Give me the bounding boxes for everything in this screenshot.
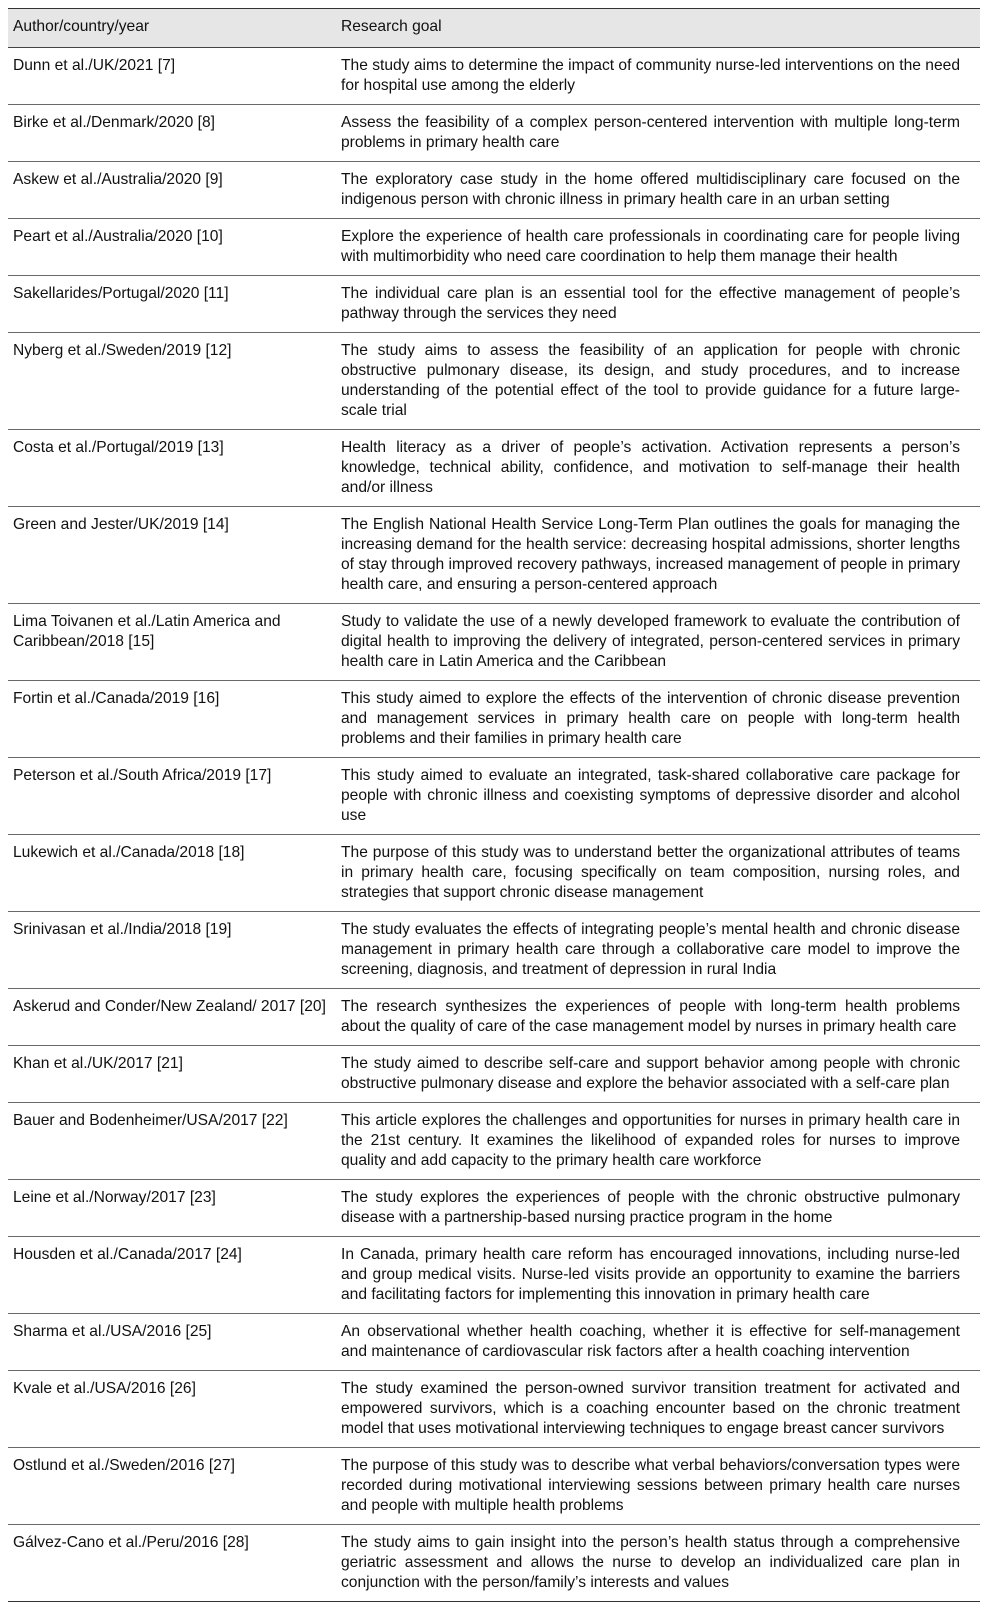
table-row xyxy=(8,430,980,507)
author-cell: Green and Jester/UK/2019 [14] xyxy=(13,516,229,533)
research-goal-cell: The purpose of this study was to describe what verbal behaviors/conversation types were recorded during motivational interviewing sessions between primary health care nurses and people with multiple health problems xyxy=(341,1457,960,1514)
research-goal-cell: This study aimed to evaluate an integrated, task-shared collaborative care package for people with chronic illness and coexisting symptoms of depressive disorder and alcohol use xyxy=(341,767,960,824)
research-goal-cell: This study aimed to explore the effects of the intervention of chronic disease prevention and management services in primary health care on people with long-term health problems and their families in primary health care xyxy=(341,690,960,747)
column-header-research-goal: Research goal xyxy=(335,9,980,48)
research-goal-cell: The study aimed to describe self-care and support behavior among people with chronic obstructive pulmonary disease and explore the behavior associated with a self-care plan xyxy=(341,1055,960,1092)
author-cell: Gálvez-Cano et al./Peru/2016 [28] xyxy=(13,1534,249,1551)
table-row xyxy=(8,105,980,162)
table-row xyxy=(8,1448,980,1525)
table-row xyxy=(8,48,980,105)
research-goal-cell: The English National Health Service Long-Term Plan outlines the goals for managing the increasing demand for the health service: decreasing hospital admissions, shorter lengths of stay through improved recovery pathways, increased management of people in primary health care, and ensuring a person-centered approach xyxy=(341,516,960,593)
table-header xyxy=(8,9,980,48)
research-goal-cell: The research synthesizes the experiences of people with long-term health problems about the quality of care of the case management model by nurses in primary health care xyxy=(341,998,960,1035)
author-cell: Kvale et al./USA/2016 [26] xyxy=(13,1380,196,1397)
author-cell: Dunn et al./UK/2021 [7] xyxy=(13,57,176,74)
author-cell: Housden et al./Canada/2017 [24] xyxy=(13,1246,242,1263)
table-row xyxy=(8,1046,980,1103)
table-row xyxy=(8,989,980,1046)
research-goal-cell: The study aims to assess the feasibility of an application for people with chronic obstructive pulmonary disease, its design, and study procedures, and to increase understanding of the potential effect of the tool to provide guidance for a future large-scale trial xyxy=(341,342,960,419)
table-row xyxy=(8,1525,980,1602)
table-row xyxy=(8,604,980,681)
table-row xyxy=(8,276,980,333)
author-cell: Nyberg et al./Sweden/2019 [12] xyxy=(13,342,232,359)
author-cell: Askerud and Conder/New Zealand/ 2017 [20] xyxy=(13,998,326,1015)
author-cell: Fortin et al./Canada/2019 [16] xyxy=(13,690,220,707)
research-goal-cell: The study aims to determine the impact of community nurse-led interventions on the need for hospital use among the elderly xyxy=(341,57,960,94)
research-goal-cell: The study examined the person-owned survivor transition treatment for activated and empowered survivors, which is a coaching encounter based on the chronic treatment model that uses motivational interviewing techniques to engage breast cancer survivors xyxy=(341,1380,960,1437)
table-row xyxy=(8,1103,980,1180)
author-cell: Sakellarides/Portugal/2020 [11] xyxy=(13,285,229,302)
research-goal-cell: The study aims to gain insight into the person’s health status through a comprehensive geriatric assessment and allows the nurse to develop an individualized care plan in conjunction with the person/family’s interests and values xyxy=(341,1534,960,1591)
table-row xyxy=(8,912,980,989)
table-row xyxy=(8,333,980,430)
table-body xyxy=(8,48,980,1602)
table-row xyxy=(8,758,980,835)
research-goal-cell: The exploratory case study in the home offered multidisciplinary care focused on the indigenous person with chronic illness in primary health care in an urban setting xyxy=(341,171,960,208)
author-cell: Peart et al./Australia/2020 [10] xyxy=(13,228,223,245)
table-row xyxy=(8,1314,980,1371)
author-cell: Peterson et al./South Africa/2019 [17] xyxy=(13,767,272,784)
research-goal-cell: Explore the experience of health care professionals in coordinating care for people living with multimorbidity who need care coordination to help them manage their health xyxy=(341,228,960,265)
research-goal-cell: The study explores the experiences of people with the chronic obstructive pulmonary disease with a partnership-based nursing practice program in the home xyxy=(341,1189,960,1226)
research-goal-cell: Health literacy as a driver of people’s activation. Activation represents a person’s knowledge, technical ability, confidence, and motivation to self-manage their health and/or illness xyxy=(341,439,960,496)
author-cell: Costa et al./Portugal/2019 [13] xyxy=(13,439,224,456)
table-row xyxy=(8,1371,980,1448)
table-row xyxy=(8,507,980,604)
column-header-author: Author/country/year xyxy=(8,9,335,48)
table-row xyxy=(8,162,980,219)
table-row xyxy=(8,1237,980,1314)
research-goal-cell: Study to validate the use of a newly developed framework to evaluate the contribution of digital health to improving the delivery of integrated, person-centered services in primary health care in Latin America and the Caribbean xyxy=(341,613,960,670)
table-row xyxy=(8,681,980,758)
table-row xyxy=(8,219,980,276)
author-cell: Khan et al./UK/2017 [21] xyxy=(13,1055,183,1072)
research-goal-cell: This article explores the challenges and opportunities for nurses in primary health care in the 21st century. It examines the likelihood of expanded roles for nurses to improve quality and add capacity to the primary health care workforce xyxy=(341,1112,960,1169)
author-cell: Askew et al./Australia/2020 [9] xyxy=(13,171,223,188)
research-goal-cell: In Canada, primary health care reform has encouraged innovations, including nurse-led and group medical visits. Nurse-led visits provide an opportunity to examine the barriers and facilitating factors for implementing this innovation in primary health care xyxy=(341,1246,960,1303)
header-row xyxy=(8,9,980,48)
research-goal-cell: The purpose of this study was to understand better the organizational attributes of teams in primary health care, focusing specifically on team composition, nursing roles, and strategies that support chronic disease management xyxy=(341,844,960,901)
author-cell: Ostlund et al./Sweden/2016 [27] xyxy=(13,1457,235,1474)
author-cell: Bauer and Bodenheimer/USA/2017 [22] xyxy=(13,1112,288,1129)
research-goal-cell: The study evaluates the effects of integrating people’s mental health and chronic disease management in primary health care through a collaborative care model to improve the screening, diagnosis, and treatment of depression in rural India xyxy=(341,921,960,978)
table-row xyxy=(8,1180,980,1237)
author-cell: Leine et al./Norway/2017 [23] xyxy=(13,1189,216,1206)
table-row xyxy=(8,835,980,912)
research-goal-cell: The individual care plan is an essential tool for the effective management of people’s pathway through the services they need xyxy=(341,285,960,322)
research-goal-cell: An observational whether health coaching, whether it is effective for self-management and maintenance of cardiovascular risk factors after a health coaching intervention xyxy=(341,1323,960,1360)
author-cell: Srinivasan et al./India/2018 [19] xyxy=(13,921,232,938)
author-cell: Sharma et al./USA/2016 [25] xyxy=(13,1323,212,1340)
studies-table xyxy=(8,8,980,1602)
research-goal-cell: Assess the feasibility of a complex person-centered intervention with multiple long-term problems in primary health care xyxy=(341,114,960,151)
author-cell: Lukewich et al./Canada/2018 [18] xyxy=(13,844,245,861)
author-cell: Lima Toivanen et al./Latin America and Caribbean/2018 [15] xyxy=(13,613,281,650)
author-cell: Birke et al./Denmark/2020 [8] xyxy=(13,114,215,131)
